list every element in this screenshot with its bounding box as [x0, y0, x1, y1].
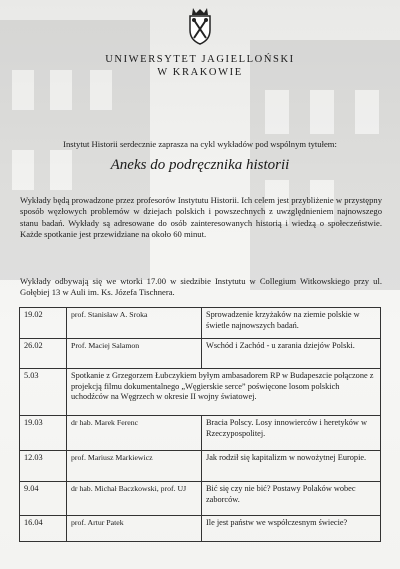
lecture-speaker: dr hab. Michał Baczkowski, prof. UJ — [67, 482, 202, 516]
lecture-topic: Sprowadzenie krzyżaków na ziemie polskie w świetle najnowszych badań. — [202, 308, 381, 339]
lecture-date: 26.02 — [20, 339, 67, 369]
lecture-speaker: Prof. Maciej Salamon — [67, 339, 202, 369]
lecture-speaker: prof. Mariusz Markiewicz — [67, 451, 202, 482]
table-row — [20, 339, 381, 369]
table-row — [20, 516, 381, 542]
lecture-date: 9.04 — [20, 482, 67, 516]
lecture-speaker: dr hab. Marek Ferenc — [67, 416, 202, 451]
university-crest-icon — [184, 6, 216, 46]
table-row — [20, 482, 381, 516]
lecture-topic: Jak rodził się kapitalizm w nowożytnej Europie. — [202, 451, 381, 482]
schedule-note: Wykłady odbywają się we wtorki 17.00 w siedzibie Instytutu w Collegium Witkowskiego przy ul. Gołębiej 13 w Auli im. Ks. Józefa Tischnera. — [20, 276, 382, 298]
lecture-topic: Bić się czy nie bić? Postawy Polaków wobec zaborców. — [202, 482, 381, 516]
lecture-date: 5.03 — [20, 369, 67, 416]
lecture-speaker: prof. Artur Patek — [67, 516, 202, 542]
invitation-text: Instytut Historii serdecznie zaprasza na cykl wykładów pod wspólnym tytułem: — [63, 139, 337, 149]
lecture-topic: Ile jest państw we współczesnym świecie? — [202, 516, 381, 542]
table-row — [20, 369, 381, 416]
series-title: Aneks do podręcznika historii — [110, 157, 290, 173]
table-row — [20, 308, 381, 339]
lecture-date: 16.04 — [20, 516, 67, 542]
lecture-event-description: Spotkanie z Grzegorzem Łubczykiem byłym ambasadorem RP w Budapeszcie połączone z projekcją filmu dokumentalnego „Węgierskie serce” poświęcone losom polskich uchodźców na Węgrzech w okresie II wojny światowej. — [67, 369, 381, 416]
lecture-topic: Wschód i Zachód - u zarania dziejów Polski. — [202, 339, 381, 369]
lecture-schedule-table — [19, 307, 381, 542]
series-description: Wykłady będą prowadzone przez profesorów Instytutu Historii. Ich celem jest przybliżenie w przystępny sposób węzłowych problemów w dziejach polskich i powszechnych z uwzględnieniem najnowszego stanu badań. Wykłady są adresowane do osób zainteresowanych historią i wiedzą o społeczeństwie. Każde spotkanie jest przewidziane na około 60 minut. — [20, 195, 382, 240]
lecture-topic: Bracia Polscy. Losy innowierców i heretyków w Rzeczypospolitej. — [202, 416, 381, 451]
lecture-date: 19.03 — [20, 416, 67, 451]
university-city: W KRAKOWIE — [157, 67, 243, 78]
lecture-speaker: prof. Stanisław A. Sroka — [67, 308, 202, 339]
table-row — [20, 416, 381, 451]
university-name: UNIWERSYTET JAGIELLOŃSKI — [105, 54, 295, 65]
lecture-date: 19.02 — [20, 308, 67, 339]
lecture-date: 12.03 — [20, 451, 67, 482]
table-row — [20, 451, 381, 482]
